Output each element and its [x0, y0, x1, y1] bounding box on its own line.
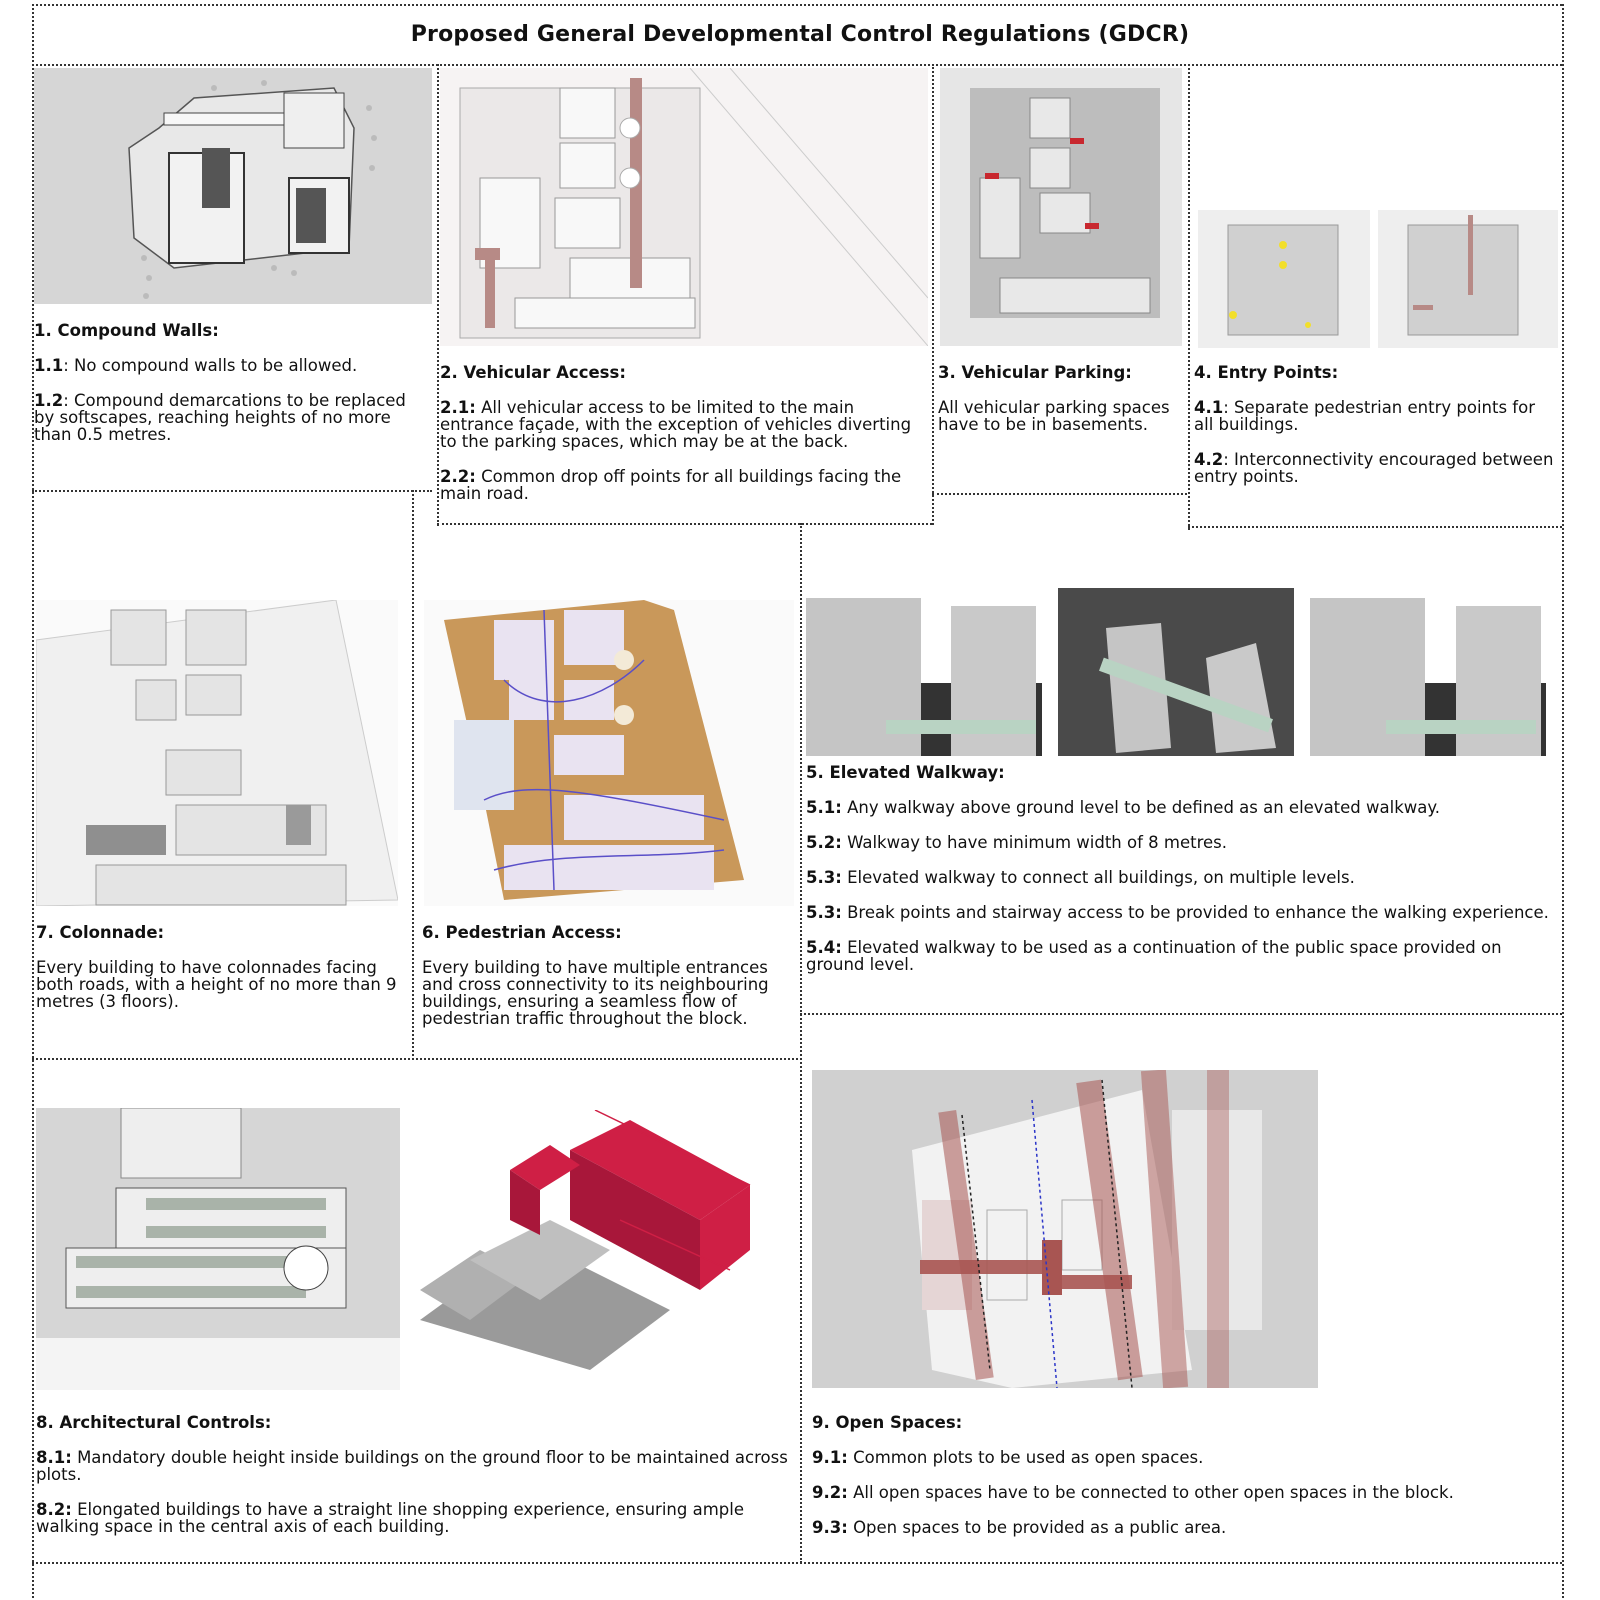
open-spaces-diagram: [812, 1070, 1318, 1388]
section-7-heading: 7. Colonnade:: [36, 923, 165, 942]
section-architectural-controls: [36, 1414, 796, 1553]
section-entry-points: [1194, 364, 1558, 503]
section-2-item-2: 2.2: Common drop off points for all buildings facing the main road.: [440, 467, 902, 503]
compound-walls-site-plan: [34, 68, 432, 304]
section-elevated-walkway: [806, 764, 1554, 991]
section-9-item-1: 9.1: Common plots to be used as open spaces.: [812, 1448, 1204, 1467]
section-colonnade: [36, 924, 404, 1028]
colonnade-diagram: [36, 600, 398, 906]
section-5-item-5: 5.4: Elevated walkway to be used as a continuation of the public space provided on ground level.: [806, 938, 1502, 974]
section-9-item-3: 9.3: Open spaces to be provided as a public area.: [812, 1518, 1227, 1537]
vehicular-access-diagram: [440, 68, 928, 346]
entry-points-diagram: [1198, 210, 1558, 348]
section-9-item-2: 9.2: All open spaces have to be connected to other open spaces in the block.: [812, 1483, 1454, 1502]
section-1-item-1: 1.1: No compound walls to be allowed.: [34, 356, 358, 375]
elevated-walkway-views: [806, 588, 1546, 756]
section-7-body: Every building to have colonnades facing both roads, with a height of no more than 9 metres (3 floors).: [36, 958, 397, 1011]
section-3-heading: 3. Vehicular Parking:: [938, 363, 1132, 382]
section-8-item-2: 8.2: Elongated buildings to have a straight line shopping experience, ensuring ample walking space in the central axis of each building.: [36, 1500, 744, 1536]
section-1-heading: 1. Compound Walls:: [34, 321, 219, 340]
section-4-item-2: 4.2: Interconnectivity encouraged between entry points.: [1194, 450, 1554, 486]
section-8-heading: 8. Architectural Controls:: [36, 1413, 272, 1432]
section-5-heading: 5. Elevated Walkway:: [806, 763, 1005, 782]
section-vehicular-parking: [938, 364, 1186, 451]
section-compound-walls: [34, 322, 430, 461]
section-9-heading: 9. Open Spaces:: [812, 1413, 963, 1432]
section-pedestrian-access: [422, 924, 794, 1045]
section-5-item-2: 5.2: Walkway to have minimum width of 8 metres.: [806, 833, 1228, 852]
section-4-item-1: 4.1: Separate pedestrian entry points for all buildings.: [1194, 398, 1535, 434]
section-5-item-1: 5.1: Any walkway above ground level to be defined as an elevated walkway.: [806, 798, 1441, 817]
section-5-item-3: 5.3: Elevated walkway to connect all buildings, on multiple levels.: [806, 868, 1355, 887]
architectural-controls-plan: [36, 1108, 400, 1390]
section-4-heading: 4. Entry Points:: [1194, 363, 1339, 382]
section-open-spaces: [812, 1414, 1554, 1554]
section-2-item-1: 2.1: All vehicular access to be limited to the main entrance façade, with the exception of vehicles diverting to the parking spaces, which may be at the back.: [440, 398, 912, 451]
section-8-item-1: 8.1: Mandatory double height inside buildings on the ground floor to be maintained across plots.: [36, 1448, 788, 1484]
section-3-body: All vehicular parking spaces have to be in basements.: [938, 398, 1170, 434]
section-6-body: Every building to have multiple entrances and cross connectivity to its neighbouring buildings, ensuring a seamless flow of pedestrian traffic throughout the block.: [422, 958, 769, 1028]
page-title: Proposed General Developmental Control Regulations (GDCR): [410, 22, 1190, 47]
section-5-item-4: 5.3: Break points and stairway access to be provided to enhance the walking experience.: [806, 903, 1549, 922]
architectural-controls-massing: [410, 1110, 790, 1380]
vehicular-parking-diagram: [940, 68, 1182, 346]
section-2-heading: 2. Vehicular Access:: [440, 363, 626, 382]
section-6-heading: 6. Pedestrian Access:: [422, 923, 622, 942]
section-1-item-2: 1.2: Compound demarcations to be replaced by softscapes, reaching heights of no more than 0.5 metres.: [34, 391, 406, 444]
pedestrian-access-diagram: [424, 600, 794, 906]
section-vehicular-access: [440, 364, 928, 520]
